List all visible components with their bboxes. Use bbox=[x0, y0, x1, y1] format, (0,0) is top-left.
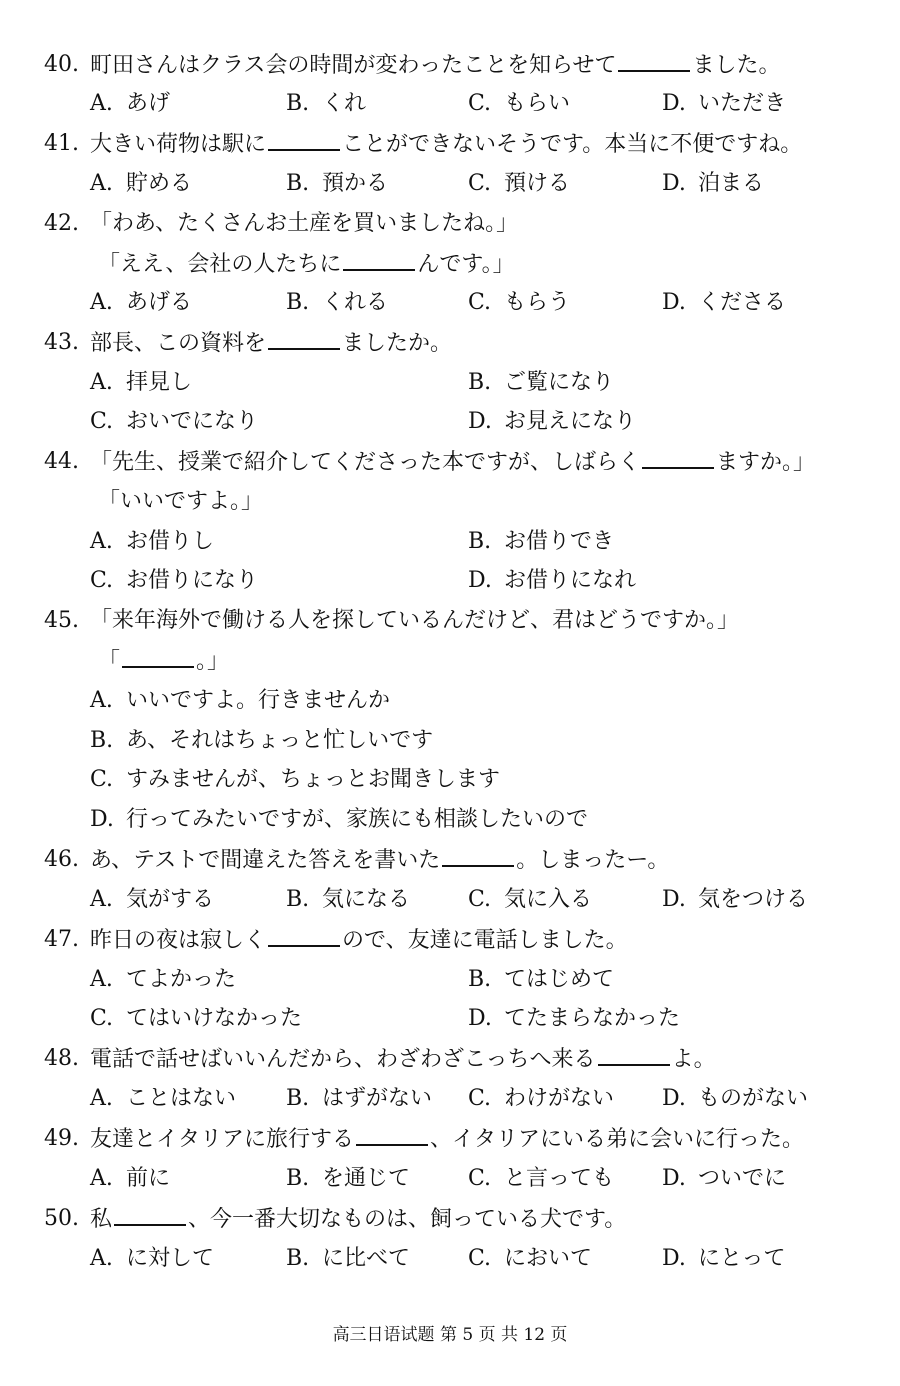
option-d: D. いただき bbox=[662, 91, 787, 116]
option-a: A. 貯める bbox=[90, 171, 193, 196]
answer-blank bbox=[343, 249, 415, 271]
option-c: C. もらい bbox=[468, 91, 571, 116]
question-number: 47. bbox=[44, 927, 79, 952]
option-a: A. ことはない bbox=[90, 1086, 237, 1111]
answer-blank bbox=[122, 646, 194, 668]
option-c: C. 預ける bbox=[468, 171, 571, 196]
option-a: A. いいですよ。行きませんか bbox=[90, 688, 391, 713]
question-number: 42. bbox=[44, 211, 79, 236]
question-number: 46. bbox=[44, 847, 79, 872]
option-a: A. 気がする bbox=[90, 887, 215, 912]
option-b: B. お借りでき bbox=[468, 529, 615, 554]
option-c: C. てはいけなかった bbox=[90, 1006, 303, 1031]
question-stem: 友達とイタリアに旅行する 、イタリアにいる弟に会いに行った。 bbox=[90, 1124, 804, 1155]
option-b: B. てはじめて bbox=[468, 967, 615, 992]
option-d: D. 気をつける bbox=[662, 887, 809, 912]
option-c: C. 気に入る bbox=[468, 887, 593, 912]
answer-blank bbox=[642, 447, 714, 469]
question-stem-line-2: 「いいですよ。」 bbox=[98, 489, 264, 514]
option-a: A. あげる bbox=[90, 290, 193, 315]
option-b: B. 気になる bbox=[286, 887, 411, 912]
option-d: D. くださる bbox=[662, 290, 787, 315]
option-d: D. 泊まる bbox=[662, 171, 765, 196]
question-number: 44. bbox=[44, 449, 79, 474]
option-a: A. 拝見し bbox=[90, 370, 193, 395]
question-stem-line-2: 「ええ、会社の人たちに んです。」 bbox=[98, 249, 515, 280]
question-stem-line-1: 「わあ、たくさんお土産を買いましたね。」 bbox=[90, 211, 519, 236]
option-a: A. てよかった bbox=[90, 967, 237, 992]
answer-blank bbox=[268, 129, 340, 151]
question-stem: 電話で話せばいいんだから、わざわざこっちへ来る よ。 bbox=[90, 1044, 716, 1075]
answer-blank bbox=[356, 1124, 428, 1146]
answer-blank bbox=[114, 1204, 186, 1226]
answer-blank bbox=[268, 328, 340, 350]
question-stem: あ、テストで間違えた答えを書いた 。しまったー。 bbox=[90, 845, 669, 876]
option-d: D. お借りになれ bbox=[468, 568, 637, 593]
question-number: 48. bbox=[44, 1046, 79, 1071]
option-d: D. ものがない bbox=[662, 1086, 809, 1111]
question-stem: 町田さんはクラス会の時間が変わったことを知らせて ました。 bbox=[90, 50, 780, 81]
answer-blank bbox=[442, 845, 514, 867]
option-d: D. ついでに bbox=[662, 1166, 787, 1191]
question-number: 40. bbox=[44, 52, 79, 77]
question-stem: 部長、この資料を ましたか。 bbox=[90, 328, 452, 359]
question-stem: 私 、今一番大切なものは、飼っている犬です。 bbox=[90, 1204, 626, 1235]
option-b: B. くれ bbox=[286, 91, 367, 116]
option-c: C. もらう bbox=[468, 290, 571, 315]
question-stem: 昨日の夜は寂しく ので、友達に電話しました。 bbox=[90, 925, 628, 956]
option-b: B. くれる bbox=[286, 290, 389, 315]
option-c: C. と言っても bbox=[468, 1166, 615, 1191]
option-b: B. 預かる bbox=[286, 171, 389, 196]
option-c: C. すみませんが、ちょっとお聞きします bbox=[90, 767, 501, 792]
option-a: A. 前に bbox=[90, 1166, 171, 1191]
question-number: 45. bbox=[44, 608, 79, 633]
question-number: 41. bbox=[44, 131, 79, 156]
option-c: C. において bbox=[468, 1246, 593, 1271]
option-b: B. はずがない bbox=[286, 1086, 433, 1111]
option-a: A. あげ bbox=[90, 91, 171, 116]
answer-blank bbox=[618, 50, 690, 72]
option-d: D. 行ってみたいですが、家族にも相談したいので bbox=[90, 807, 589, 832]
option-d: D. てたまらなかった bbox=[468, 1006, 681, 1031]
option-a: A. に対して bbox=[90, 1246, 215, 1271]
option-c: C. わけがない bbox=[468, 1086, 615, 1111]
option-b: B. を通じて bbox=[286, 1166, 411, 1191]
question-number: 43. bbox=[44, 330, 79, 355]
option-c: C. おいでになり bbox=[90, 409, 259, 434]
page-footer: 高三日语试题 第 5 页 共 12 页 bbox=[332, 1325, 568, 1345]
answer-blank bbox=[598, 1044, 670, 1066]
answer-blank bbox=[268, 925, 340, 947]
option-d: D. にとって bbox=[662, 1246, 786, 1271]
option-b: B. に比べて bbox=[286, 1246, 411, 1271]
question-number: 49. bbox=[44, 1126, 79, 1151]
question-number: 50. bbox=[44, 1206, 79, 1231]
question-stem-line-1: 「来年海外で働ける人を探しているんだけど、君はどうですか。」 bbox=[90, 608, 740, 633]
question-stem-line-2: 「 。」 bbox=[98, 646, 229, 677]
question-stem: 大きい荷物は駅に ことができないそうです。本当に不便ですね。 bbox=[90, 129, 802, 160]
option-b: B. ご覧になり bbox=[468, 370, 615, 395]
question-stem: 「先生、授業で紹介してくださった本ですが、しばらく ますか。」 bbox=[90, 447, 815, 478]
option-d: D. お見えになり bbox=[468, 409, 637, 434]
option-b: B. あ、それはちょっと忙しいです bbox=[90, 728, 434, 753]
option-a: A. お借りし bbox=[90, 529, 215, 554]
option-c: C. お借りになり bbox=[90, 568, 259, 593]
